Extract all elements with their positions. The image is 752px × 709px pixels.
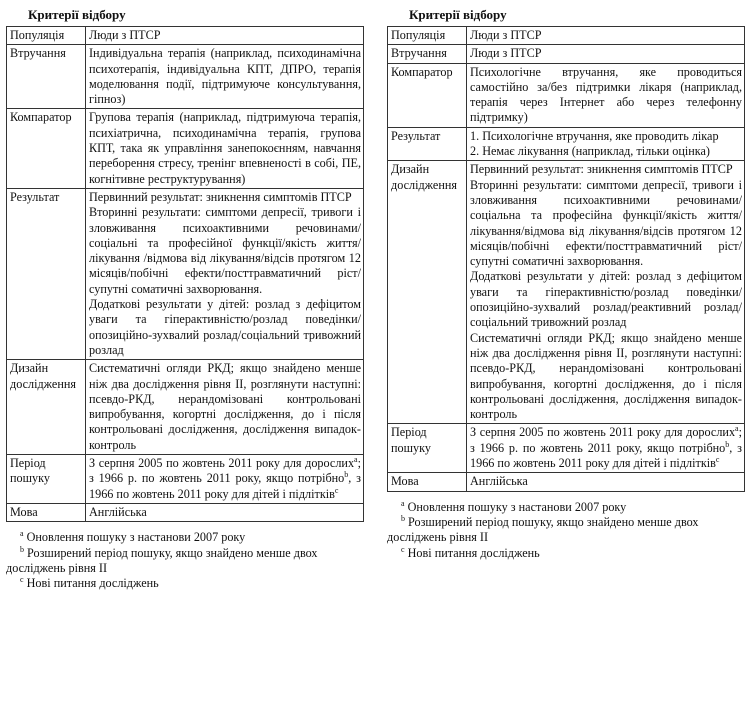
- right-intervention-text: Люди з ПТСР: [470, 46, 542, 61]
- left-footnote-c: [6, 576, 364, 591]
- left-search-period-part: ; з 1966 р. по жовтень 2011 року, якщо потрібно: [89, 456, 361, 486]
- left-row-language: [7, 503, 364, 521]
- right-language-text: Англійська: [470, 474, 528, 489]
- right-value-study-design: [467, 161, 745, 424]
- right-footnote-a: [387, 500, 745, 515]
- right-footnote-b: [387, 515, 745, 546]
- right-label-outcome: Результат: [388, 127, 467, 161]
- right-value-intervention: [467, 45, 745, 63]
- footnote-mark: b: [401, 513, 405, 523]
- left-value-population: [86, 27, 364, 45]
- right-footnotes: [387, 500, 745, 561]
- right-row-search-period: [388, 424, 745, 473]
- left-value-language: [86, 503, 364, 521]
- right-search-period-sup-c: c: [715, 454, 720, 464]
- right-title: Критерії відбору: [409, 7, 507, 22]
- left-search-period-sup-c: c: [334, 485, 339, 495]
- right-comparator-text: Психологічне втручання, яке проводиться самостійно за/без підтримки лікаря (наприклад, терапія через Інтернет або через телефонну підтримку): [470, 64, 742, 125]
- right-label-language: Мова: [388, 473, 467, 491]
- right-search-period-sup-b: b: [725, 439, 730, 449]
- left-value-comparator: [86, 109, 364, 188]
- left-language-text: Англійська: [89, 504, 147, 519]
- footnote-text: Оновлення пошуку з настанови 2007 року: [23, 530, 246, 545]
- left-intervention-text: Індивідуальна терапія (наприклад, психодинамічна психотерапія, індивідуальна КПТ, ДПРО, терапія моделювання події, підтримуюче консультування, гіпноз): [89, 46, 361, 107]
- left-search-period-part: , з 1966 по жовтень 2011 року для дітей і підлітків: [89, 471, 361, 501]
- left-value-intervention: [86, 45, 364, 109]
- left-value-outcome: [86, 188, 364, 359]
- left-search-period-sup-b: b: [344, 470, 349, 480]
- left-value-study-design: [86, 360, 364, 455]
- left-footnotes: [6, 530, 364, 591]
- left-population-text: Люди з ПТСР: [89, 28, 161, 42]
- footnote-text: Розширений період пошуку, якщо знайдено менше двох досліджень рівня ІІ: [6, 545, 318, 575]
- right-row-outcome: [388, 127, 745, 161]
- right-search-period-part: З серпня 2005 по жовтень 2011 року для дорослих: [470, 425, 736, 440]
- right-search-period-sup-a: a: [735, 424, 739, 434]
- left-criteria-table: [6, 26, 364, 522]
- right-value-outcome: [467, 127, 745, 161]
- right-criteria-panel: [387, 6, 745, 561]
- right-design-primary: Первинний результат: зникнення симптомів ПТСР: [470, 162, 733, 177]
- right-outcome-item-1: 1. Психологічне втручання, яке проводить лікар: [470, 128, 719, 143]
- right-footnote-c: [387, 546, 745, 561]
- right-value-comparator: [467, 63, 745, 127]
- left-outcome-secondary: Вторинні результати: симптоми депресії, тривоги і зловживання психоактивними речовинами/соціальні та професійної функції/якість життя/лікування /відмова від лікування/відсів протягом 12 місяців/побічні ефекти/посттравматичний ріст/супутні соматичні захворювання.: [89, 205, 361, 296]
- right-design-secondary: Вторинні результати: симптоми депресії, тривоги і зловживання психоактивними речовинами/соціальна та професійна функції/якість життя/лікування/відмова від лікування/відсів протягом 12 місяців/побічні ефекти/посттравматичний ріст/супутні соматичні захворювання.: [470, 177, 742, 269]
- right-value-population: [467, 27, 745, 45]
- right-value-language: [467, 473, 745, 491]
- footnote-text: Нові питання досліджень: [404, 545, 540, 560]
- right-label-study-design: Дизайн дослідження: [388, 161, 467, 424]
- left-label-outcome: Результат: [7, 188, 86, 359]
- left-title: Критерії відбору: [28, 7, 126, 22]
- left-row-outcome: [7, 188, 364, 359]
- right-outcome-item-2: 2. Немає лікування (наприклад, тільки оцінка): [470, 144, 710, 159]
- footnote-text: Нові питання досліджень: [23, 576, 159, 591]
- right-design-children: Додаткові результати у дітей: розлад з дефіцитом уваги та гіперактивністю/розлад поведінки/опозиційно-зухвалий розлад/реактивний розлад/соціальний тривожний розлад: [470, 269, 742, 330]
- right-design-reviews: Систематичні огляди РКД; якщо знайдено менше ніж два дослідження рівня ІІ, розглянути наступні: псевдо-РКД, нерандомізовані контрольовані випробування, когортні дослідження, до і після контрольовані дослідження, дослідження випадок-контроль: [470, 330, 742, 422]
- right-label-comparator: Компаратор: [388, 63, 467, 127]
- right-row-intervention: [388, 45, 745, 63]
- left-study-design-text: Систематичні огляди РКД; якщо знайдено менше ніж два дослідження рівня ІІ, розглянути наступні: псевдо-РКД, нерандомізовані контрольовані випробування, когортні дослідження, до і після контрольовані дослідження, дослідження випадок-контроль: [89, 361, 361, 452]
- footnote-mark: c: [401, 544, 405, 554]
- left-criteria-panel: [6, 6, 364, 591]
- left-row-comparator: [7, 109, 364, 188]
- left-label-comparator: Компаратор: [7, 109, 86, 188]
- left-search-period-sup-a: a: [354, 454, 358, 464]
- left-row-population: [7, 27, 364, 45]
- left-footnote-b: [6, 546, 364, 577]
- left-label-intervention: Втручання: [7, 45, 86, 109]
- right-value-search-period: [467, 424, 745, 473]
- right-label-population: Популяція: [388, 27, 467, 45]
- right-row-language: [388, 473, 745, 491]
- left-value-search-period: [86, 455, 364, 504]
- left-outcome-children: Додаткові результати у дітей: розлад з дефіцитом уваги та гіперактивністю/розлад поведінки/опозиційно-зухвалий розлад/соціальний тривожний розлад: [89, 297, 361, 357]
- left-row-intervention: [7, 45, 364, 109]
- left-row-study-design: [7, 360, 364, 455]
- left-label-language: Мова: [7, 503, 86, 521]
- right-row-comparator: [388, 63, 745, 127]
- right-label-intervention: Втручання: [388, 45, 467, 63]
- left-footnote-a: [6, 530, 364, 545]
- footnote-text: Оновлення пошуку з настанови 2007 року: [404, 499, 627, 514]
- footnote-text: Розширений період пошуку, якщо знайдено менше двох досліджень рівня ІІ: [387, 514, 699, 545]
- right-row-study-design: [388, 161, 745, 424]
- right-row-population: [388, 27, 745, 45]
- footnote-mark: c: [20, 575, 24, 585]
- left-outcome-primary: Первинний результат: зникнення симптомів ПТСР: [89, 189, 352, 204]
- right-search-period-part: ; з 1966 р. по жовтень 2011 року, якщо потрібно: [470, 425, 742, 455]
- left-row-search-period: [7, 455, 364, 504]
- right-search-period-part: , з 1966 по жовтень 2011 року для дітей і підлітків: [470, 440, 742, 471]
- left-search-period-part: З серпня 2005 по жовтень 2011 року для дорослих: [89, 456, 355, 471]
- right-label-search-period: Період пошуку: [388, 424, 467, 473]
- footnote-mark: b: [20, 544, 24, 554]
- footnote-mark: a: [20, 529, 24, 539]
- right-criteria-table: [387, 26, 745, 492]
- left-comparator-text: Групова терапія (наприклад, підтримуюча терапія, психіатрична, психодинамічна терапія, групова КПТ, така як управління занепокоєнням, навчання переборення стресу, тренінг впевненості в собі, ПЕ, когнітивне реструктурування): [89, 110, 361, 186]
- footnote-mark: a: [401, 498, 405, 508]
- left-label-study-design: Дизайн дослідження: [7, 360, 86, 455]
- left-label-search-period: Період пошуку: [7, 455, 86, 504]
- right-population-text: Люди з ПТСР: [470, 28, 542, 42]
- left-label-population: Популяція: [7, 27, 86, 45]
